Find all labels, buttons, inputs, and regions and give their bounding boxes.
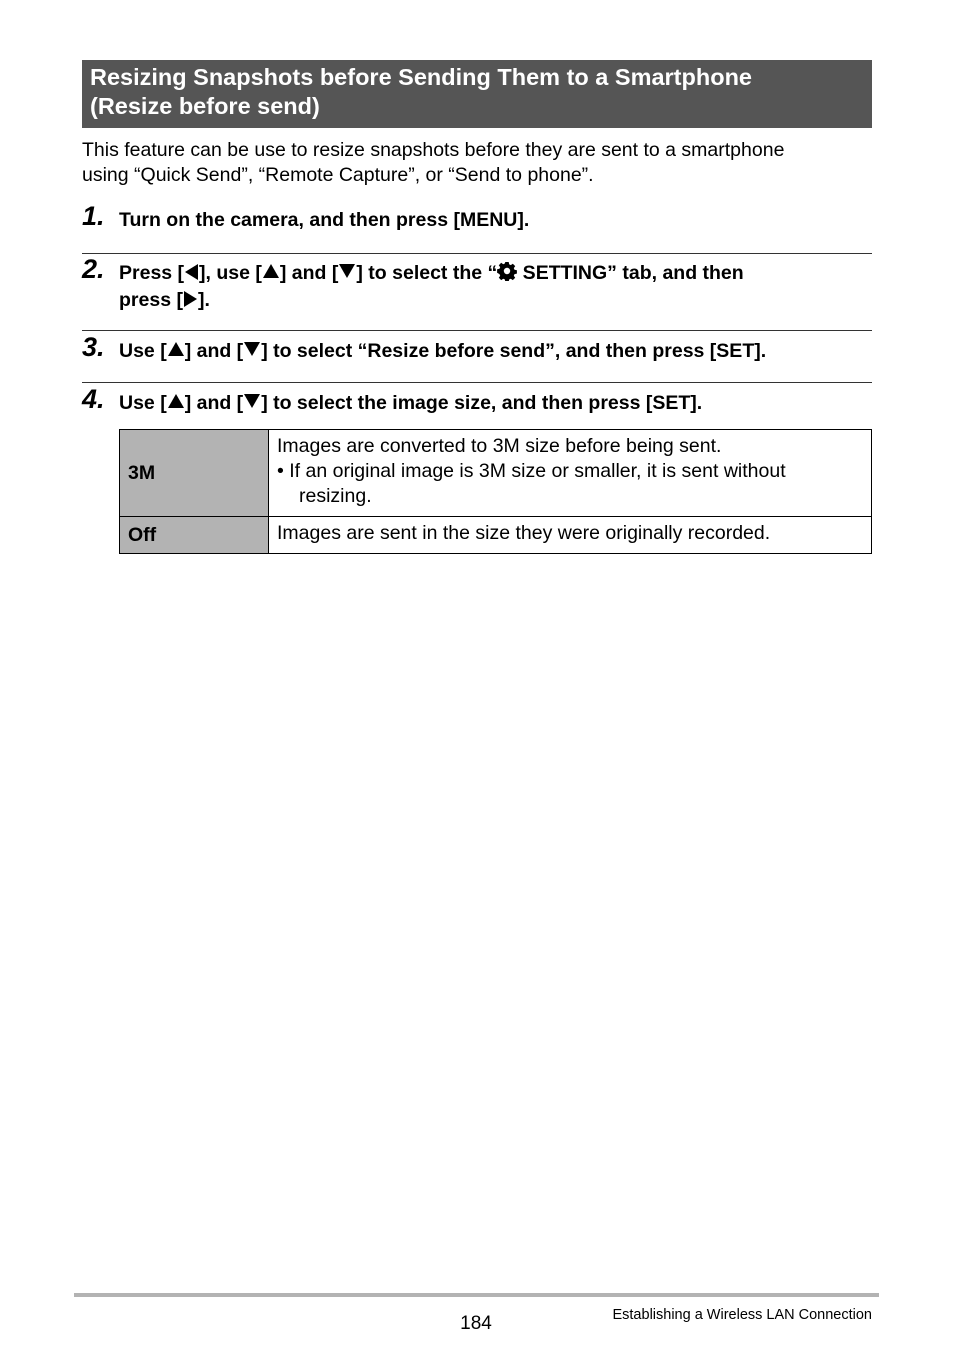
left-arrow-icon	[185, 264, 198, 280]
step-text: Press [ ], use [ ] and [ ] to select the “ SETTING” tab, and then press [ ].	[119, 262, 744, 311]
up-arrow-icon	[168, 342, 184, 356]
option-description: Images are sent in the size they were originally recorded.	[269, 517, 872, 554]
option-key: 3M	[120, 430, 269, 517]
option-note: • If an original image is 3M size or smaller, it is sent without resizing.	[277, 460, 786, 507]
gear-icon	[497, 261, 517, 281]
chapter-title: Establishing a Wireless LAN Connection	[612, 1307, 872, 1323]
up-arrow-icon	[263, 264, 279, 278]
footer-divider	[74, 1293, 879, 1297]
step-text: Turn on the camera, and then press [MENU].	[119, 209, 530, 231]
step-number: 4.	[82, 384, 105, 414]
table-row	[120, 430, 872, 517]
step-number: 2.	[82, 254, 105, 284]
step-text: Use [ ] and [ ] to select the image size, and then press [SET].	[119, 392, 703, 414]
right-arrow-icon	[184, 291, 197, 307]
option-description: Images are converted to 3M size before being sent. • If an original image is 3M size or smaller, it is sent without resizing.	[269, 430, 872, 517]
option-key: Off	[120, 517, 269, 554]
down-arrow-icon	[244, 394, 260, 408]
down-arrow-icon	[244, 342, 260, 356]
step-text: Use [ ] and [ ] to select “Resize before send”, and then press [SET].	[119, 340, 767, 362]
step-number: 1.	[82, 201, 105, 231]
page-number: 184	[460, 1313, 492, 1334]
intro-line2: using “Quick Send”, “Remote Capture”, or “Send to phone”.	[82, 164, 594, 186]
table-row	[120, 517, 872, 554]
down-arrow-icon	[339, 264, 355, 278]
options-table	[119, 429, 872, 554]
section-title-line1: Resizing Snapshots before Sending Them to a Smartphone	[90, 64, 752, 90]
intro-paragraph	[82, 138, 872, 188]
step-number: 3.	[82, 332, 105, 362]
step-divider	[82, 330, 872, 331]
step-divider	[82, 382, 872, 383]
intro-line1: This feature can be use to resize snapshots before they are sent to a smartphone	[82, 139, 785, 161]
section-title	[82, 60, 872, 128]
step-divider	[82, 253, 872, 254]
up-arrow-icon	[168, 394, 184, 408]
section-title-line2: (Resize before send)	[90, 93, 320, 119]
